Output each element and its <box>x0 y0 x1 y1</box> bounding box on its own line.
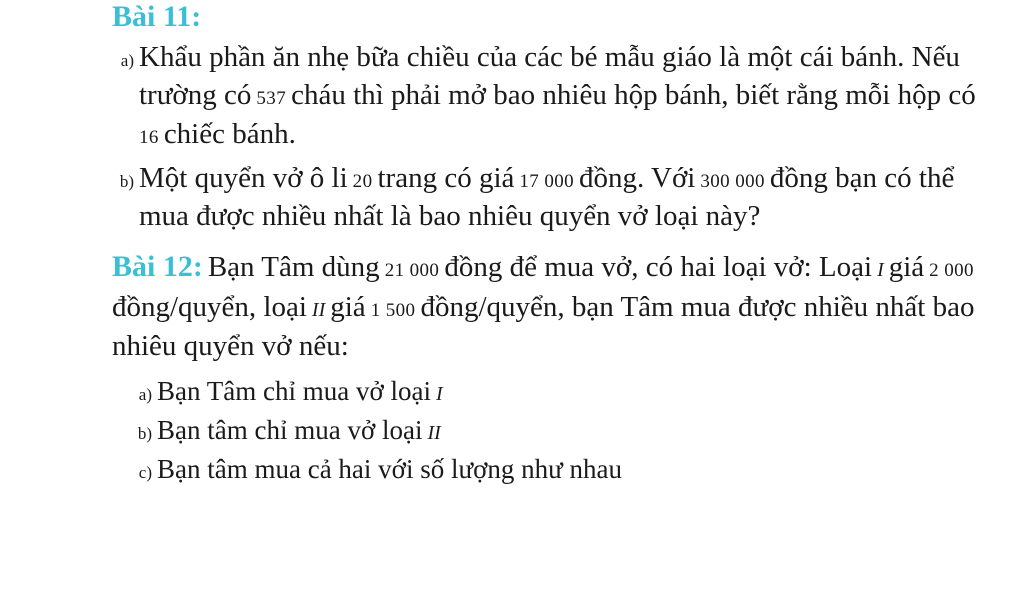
exercise-11-a-text-3: chiếc bánh. <box>163 117 296 150</box>
exercise-12-text-1: Bạn Tâm dùng <box>207 251 380 284</box>
exercise-12-num-1: 21 000 <box>384 260 440 282</box>
exercise-11-title: Bài 11: <box>112 0 202 33</box>
exercise-12-item-b-label: b) <box>137 424 152 444</box>
exercise-12-num-3: 2 000 <box>929 260 974 282</box>
exercise-12-item-b-body <box>157 413 992 448</box>
exercise-11-b-text-3: đồng. Với <box>579 161 696 194</box>
exercise-11-b-num-1: 20 <box>352 170 373 192</box>
exercise-11-b-text-4: đồng bạn có thể mua được nhiều nhất là bao nhiêu quyển vở loại này? <box>139 161 955 233</box>
exercise-12-text-2: đồng để mua vở, có hai loại vở: Loại <box>444 251 873 284</box>
exercise-12-text-5: giá <box>330 290 366 323</box>
exercise-12-item-a-label: a) <box>138 385 152 405</box>
exercise-12-text-4: đồng/quyển, loại <box>112 290 307 323</box>
exercise-12-text-6: đồng/quyển, bạn Tâm mua được nhiều nhất bao nhiêu quyển vở nếu: <box>112 290 975 362</box>
exercise-12-num-2: I <box>877 259 884 282</box>
exercise-12-item-a <box>112 374 992 409</box>
exercise-12-title: Bài 12: <box>112 250 203 284</box>
exercise-11-b-num-2: 17 000 <box>519 170 575 192</box>
exercise-12-b-num-1: II <box>427 422 441 445</box>
exercise-11-item-b <box>112 159 992 236</box>
exercise-12-block <box>112 247 992 366</box>
exercise-12-item-c <box>112 452 992 487</box>
exercise-12-sub-list <box>112 374 992 487</box>
exercise-11-item-b-label: b) <box>119 171 134 191</box>
exercise-12-item-b <box>112 413 992 448</box>
exercise-11-item-a-label: a) <box>120 51 134 70</box>
exercise-12-num-4: II <box>311 298 326 321</box>
exercise-11-item-b-body <box>139 159 992 236</box>
exercise-12-item-a-body <box>157 374 992 409</box>
exercise-11-a-num-2: 16 <box>139 126 159 148</box>
exercise-12-item-c-label: c) <box>138 463 152 483</box>
exercise-12-item-c-body <box>157 452 992 487</box>
exercise-11-b-text-2: trang có giá <box>377 161 515 194</box>
exercise-11-a-text-1: Khẩu phần ăn nhẹ bữa chiều của các bé mẫu giáo là một cái bánh. Nếu trường có <box>139 41 960 112</box>
exercise-11-b-text-1: Một quyển vở ô li <box>139 161 348 194</box>
exercise-12-text-3: giá <box>888 251 925 284</box>
exercise-12-c-text-1: Bạn tâm mua cả hai với số lượng như nhau <box>157 454 622 485</box>
exercise-11-b-num-3: 300 000 <box>700 170 765 192</box>
exercise-11-item-a <box>112 38 992 153</box>
exercise-11-block <box>112 2 992 235</box>
exercise-11-a-text-2: cháu thì phải mở bao nhiêu hộp bánh, biết rằng mỗi hộp có <box>291 79 976 112</box>
exercise-12-b-text-1: Bạn tâm chỉ mua vở loại <box>157 415 423 446</box>
exercise-11-a-num-1: 537 <box>256 88 287 110</box>
exercise-12-a-num-1: I <box>435 383 443 406</box>
document-content <box>112 0 992 487</box>
exercise-12-num-5: 1 500 <box>370 299 416 321</box>
exercise-12-a-text-1: Bạn Tâm chỉ mua vở loại <box>157 376 431 407</box>
exercise-11-item-a-body <box>139 38 992 153</box>
